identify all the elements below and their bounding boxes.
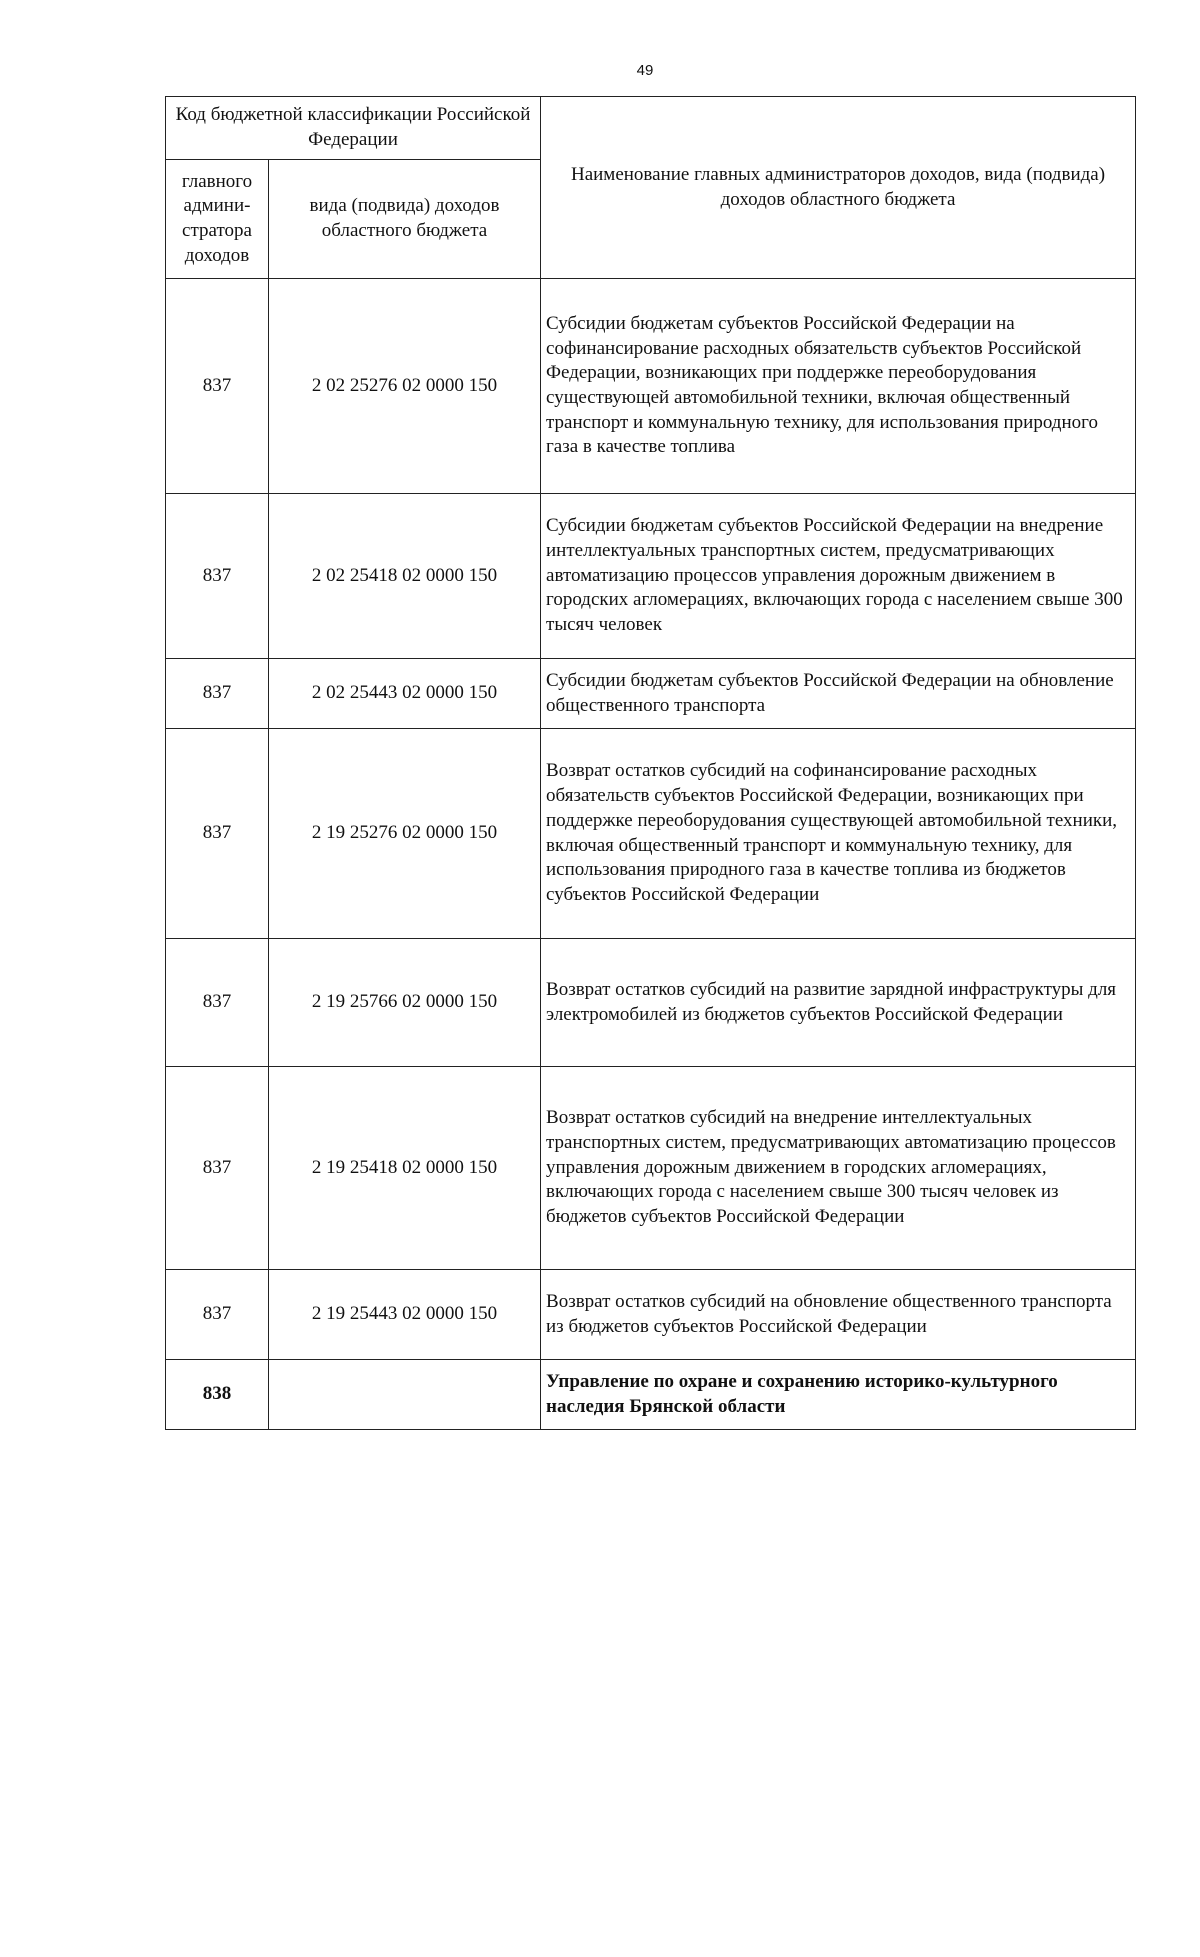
revenue-name-cell: Возврат остатков субсидий на обновление общественного транспорта из бюджетов субъектов Российской Федерации [541, 1270, 1136, 1360]
revenue-name-cell: Возврат остатков субсидий на софинансирование расходных обязательств субъектов Российской Федерации, возникающих при поддержке переоборудования существующей автомобильной техники, включая общественный транспорт и коммунальную технику, для использования природного газа в качестве топлива из бюджетов субъектов Российской Федерации [541, 729, 1136, 939]
table-row [166, 1067, 1136, 1270]
table-row [166, 1360, 1136, 1430]
revenue-name-cell: Субсидии бюджетам субъектов Российской Федерации на софинансирование расходных обязательств субъектов Российской Федерации, возникающих при поддержке переоборудования существующей автомобильной техники, включая общественный транспорт и коммунальную технику, для использования природного газа в качестве топлива [541, 279, 1136, 494]
revenue-kind-cell: 2 19 25443 02 0000 150 [269, 1270, 541, 1360]
admin-code-cell: 837 [166, 494, 269, 659]
admin-code-cell: 837 [166, 1067, 269, 1270]
revenue-kind-cell: 2 02 25276 02 0000 150 [269, 279, 541, 494]
table-row [166, 494, 1136, 659]
page-number: 49 [636, 62, 654, 79]
revenue-name-cell: Субсидии бюджетам субъектов Российской Федерации на обновление общественного транспорта [541, 659, 1136, 729]
revenue-name-cell: Возврат остатков субсидий на развитие зарядной инфраструктуры для электромобилей из бюджетов субъектов Российской Федерации [541, 939, 1136, 1067]
revenue-kind-cell: 2 02 25443 02 0000 150 [269, 659, 541, 729]
table-row [166, 939, 1136, 1067]
header-name-column: Наименование главных администраторов доходов, вида (подвида) доходов областного бюджета [541, 97, 1136, 279]
header-admin-column: главного админи-стратора доходов [166, 160, 269, 279]
revenue-name-cell: Управление по охране и сохранению историко-культурного наследия Брянской области [541, 1360, 1136, 1430]
header-kind-column: вида (подвида) доходов областного бюджета [269, 160, 541, 279]
revenue-name-cell: Возврат остатков субсидий на внедрение интеллектуальных транспортных систем, предусматривающих автоматизацию процессов управления дорожным движением в городских агломерациях, включающих города с населением свыше 300 тысяч человек из бюджетов субъектов Российской Федерации [541, 1067, 1136, 1270]
revenue-kind-cell [269, 1360, 541, 1430]
revenue-kind-cell: 2 19 25418 02 0000 150 [269, 1067, 541, 1270]
admin-code-cell: 837 [166, 1270, 269, 1360]
header-budget-code-group: Код бюджетной классификации Российской Федерации [166, 97, 541, 160]
table-row [166, 1270, 1136, 1360]
table-row [166, 279, 1136, 494]
table-row [166, 729, 1136, 939]
admin-code-cell: 838 [166, 1360, 269, 1430]
table-header-row-1 [166, 97, 1136, 160]
table-row [166, 659, 1136, 729]
revenue-name-cell: Субсидии бюджетам субъектов Российской Федерации на внедрение интеллектуальных транспортных систем, предусматривающих автоматизацию процессов управления дорожным движением в городских агломерациях, включающих города с населением свыше 300 тысяч человек [541, 494, 1136, 659]
budget-classification-table [165, 96, 1136, 1430]
revenue-kind-cell: 2 19 25276 02 0000 150 [269, 729, 541, 939]
admin-code-cell: 837 [166, 659, 269, 729]
admin-code-cell: 837 [166, 279, 269, 494]
revenue-kind-cell: 2 02 25418 02 0000 150 [269, 494, 541, 659]
admin-code-cell: 837 [166, 939, 269, 1067]
admin-code-cell: 837 [166, 729, 269, 939]
revenue-kind-cell: 2 19 25766 02 0000 150 [269, 939, 541, 1067]
